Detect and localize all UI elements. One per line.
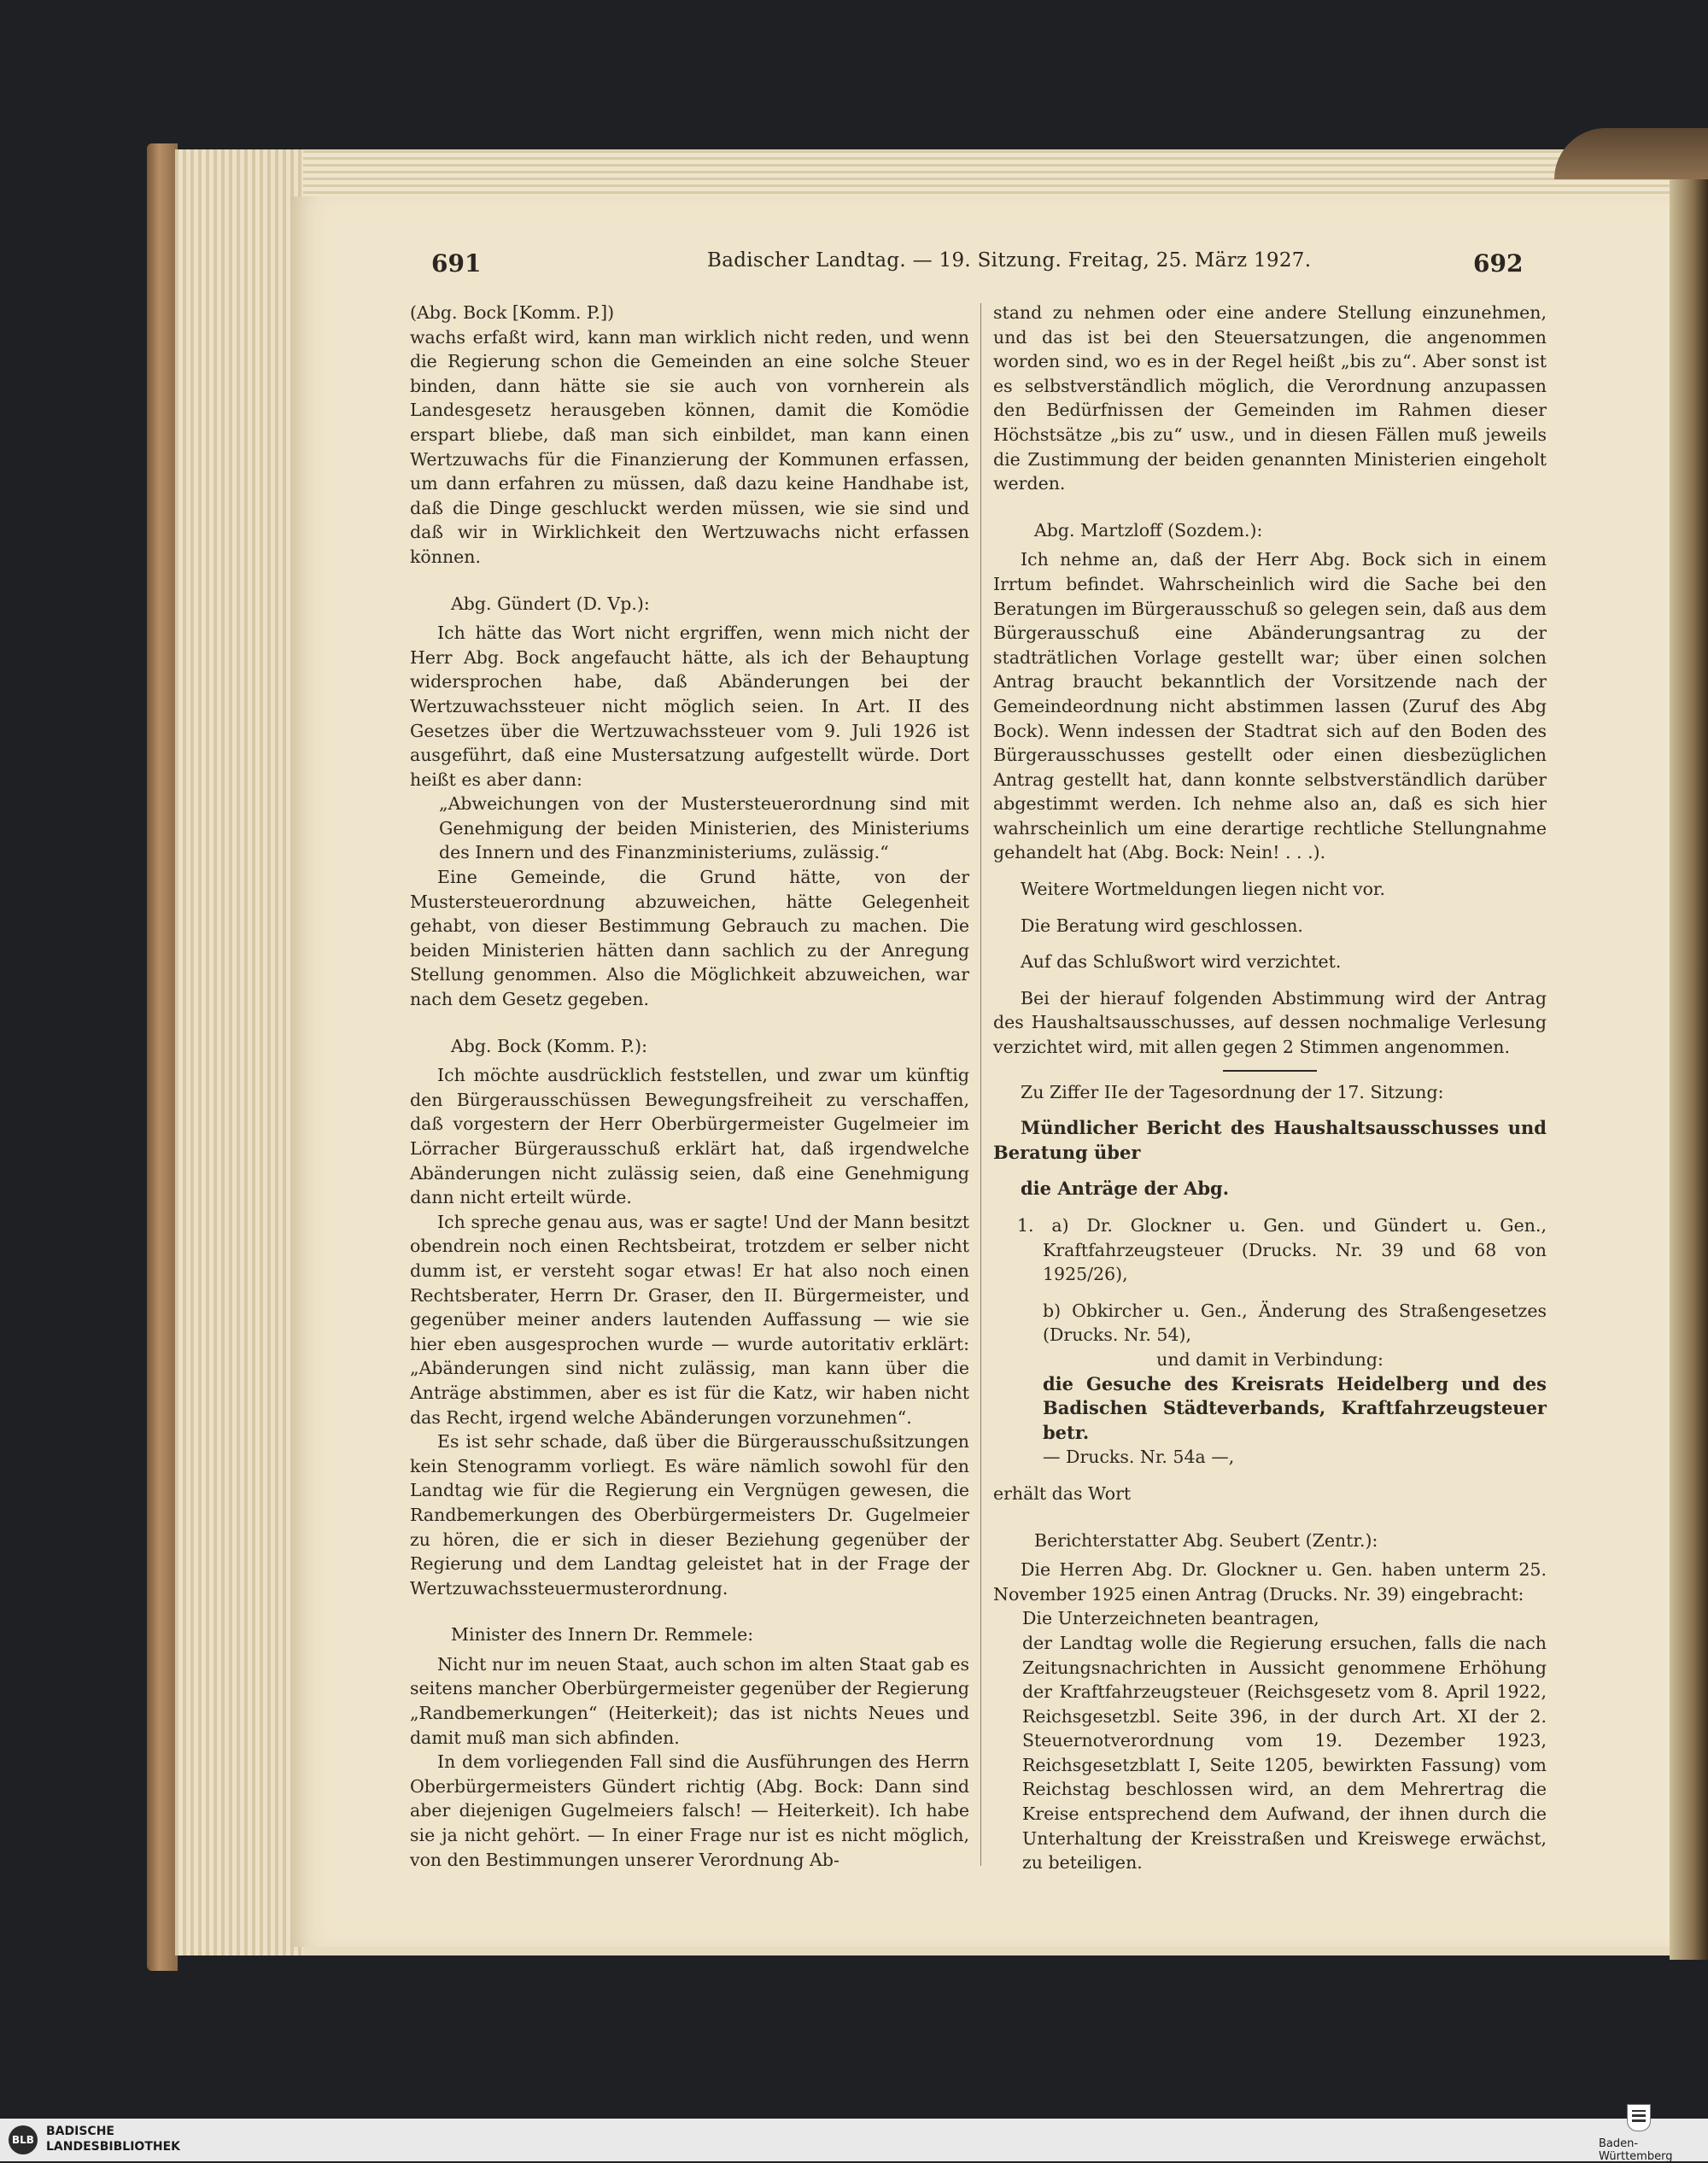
procedural-note: Auf das Schlußwort wird verzichtet. <box>1021 951 1342 973</box>
section-subheading: die Anträge der Abg. <box>1021 1178 1230 1200</box>
paragraph: Nicht nur im neuen Staat, auch schon im alten Staat gab es seitens mancher Oberbürgermeister gegenüber der Regierung „Randbemerkungen“ (Heiterkeit); das ist nichts Neues und damit muß man sich abfinden. <box>410 1653 969 1748</box>
library-name[interactable] <box>46 2124 180 2154</box>
paragraph: Ich spreche genau aus, was er sagte! Und der Mann besitzt obendrein noch einen Rechtsbeirat, trotzdem er selber nicht dumm ist, er versteht sogar etwas! Er hat also noch einen Rechtsberater, Herrn Dr. Graser, den II. Bürgermeister, und gegenüber meiner anders lautenden Auffassung — wie sie hier eben ausgesprochen wurde — wurde autoritativ erklärt: „Abänderungen sind nicht zulässig, man kann über die Anträge abstimmen, aber es ist für die Katz, wir haben nicht das Recht, irgend welche Abänderungen vorzunehmen“. <box>410 1211 969 1428</box>
paragraph: Eine Gemeinde, die Grund hätte, von der Mustersteuerordnung abzuweichen, hätte Gelegenheit gehabt, von dieser Bestimmung Gebrauch zu machen. Die beiden Ministerien hätten dann sachlich zu der Anregung Stellung genommen. Also die Möglichkeit abzuweichen, war nach dem Gesetz gegeben. <box>410 867 969 1010</box>
agenda-reference: Zu Ziffer IIe der Tagesordnung der 17. Sitzung: <box>1021 1081 1444 1102</box>
petitions-heading: die Gesuche des Kreisrats Heidelberg und des Badischen Städteverbands, Kraftfahrzeugsteuer betr. <box>1043 1372 1547 1443</box>
paragraph: Die Herren Abg. Dr. Glockner u. Gen. haben unterm 25. November 1925 einen Antrag (Drucks. Nr. 39) eingebracht: <box>993 1559 1547 1605</box>
paragraph: Ich hätte das Wort nicht ergriffen, wenn mich nicht der Herr Abg. Bock angefaucht hätte, als ich der Behauptung widersprochen habe, daß Abänderungen bei der Wertzuwachssteuer nicht möglich seien. In Art. II des Gesetzes über die Wertzuwachssteuer vom 9. Juli 1926 ist ausgeführt, daß eine Mustersatzung aufgestellt würde. Dort heißt es aber dann: <box>410 623 969 790</box>
spacer <box>993 1470 1547 1482</box>
page-curl <box>1554 128 1708 179</box>
library-name-line2: LANDESBIBLIOTHEK <box>46 2140 181 2154</box>
state-label: Baden-Württemberg <box>1599 2137 1673 2163</box>
motion-item-b: b) Obkircher u. Gen., Änderung des Straßengesetzes (Drucks. Nr. 54), <box>1043 1300 1547 1346</box>
speaker-heading: Minister des Innern Dr. Remmele: <box>451 1624 754 1646</box>
page-edges-left <box>175 149 303 1955</box>
footer-bar <box>0 2119 1708 2161</box>
library-name-line1: BADISCHE <box>46 2125 114 2138</box>
section-heading: Mündlicher Bericht des Haushaltsausschusses und Beratung über <box>993 1117 1547 1163</box>
quotation: Die Unterzeichneten beantragen, <box>1022 1608 1319 1629</box>
spacer <box>993 938 1547 950</box>
drucksache-reference: — Drucks. Nr. 54a —, <box>1043 1447 1235 1468</box>
left-column <box>410 301 969 1872</box>
speaker-heading: Abg. Bock (Komm. P.): <box>451 1035 647 1056</box>
speaker-heading: Abg. Gündert (D. Vp.): <box>451 593 650 614</box>
speaker-heading: Abg. Martzloff (Sozdem.): <box>1034 519 1263 541</box>
running-title: Badischer Landtag. — 19. Sitzung. Freitag, 25. März 1927. <box>707 249 1312 272</box>
paragraph: In dem vorliegenden Fall sind die Ausführungen des Herrn Oberbürgermeisters Gündert richtig (Abg. Bock: Dann sind aber diejenigen Gugelmeiers falsch! — Heiterkeit). Ich habe sie ja nicht gehört. — In einer Frage nur ist es nicht möglich, von den Bestimmungen unserer Verordnung Ab- <box>410 1751 969 1870</box>
procedural-note: Die Beratung wird geschlossen. <box>1021 915 1303 936</box>
page-edges-top <box>175 149 1708 201</box>
paragraph: Ich möchte ausdrücklich feststellen, und zwar um künftig den Bürgerausschüssen Bewegungsfreiheit zu verschaffen, daß vorgestern der Herr Oberbürgermeister Gugelmeier im Lörracher Bürgerausschuß erklärt hat, daß irgendwelche Abänderungen nicht zulässig seien, daß eine Genehmigung dann nicht erteilt würde. <box>410 1065 969 1208</box>
spacer <box>993 902 1547 914</box>
book-spine <box>147 143 178 1971</box>
quotation: „Abweichungen von der Mustersteuerordnung sind mit Genehmigung der beiden Ministerien, des Ministeriums des Innern und des Finanzministeriums, zulässig.“ <box>439 793 969 863</box>
spacer <box>993 1287 1547 1299</box>
spacer <box>993 1201 1547 1213</box>
page-edges-right <box>1670 141 1708 1960</box>
baden-wuerttemberg-crest-icon <box>1627 2104 1651 2131</box>
column-divider <box>980 303 981 1866</box>
spacer <box>993 1104 1547 1116</box>
spacer <box>993 974 1547 986</box>
section-rule <box>1223 1070 1317 1072</box>
speaker-tag: (Abg. Bock [Komm. P.]) <box>410 302 615 323</box>
paragraph: Bei der hierauf folgenden Abstimmung wird der Antrag des Haushaltsausschusses, auf dessen nochmalige Verlesung verzichtet wird, mit allen gegen 2 Stimmen angenommen. <box>993 987 1547 1058</box>
motion-item-a: 1. a) Dr. Glockner u. Gen. und Gündert u. Gen., Kraftfahrzeugsteuer (Drucks. Nr. 39 und 68 von 1925/26), <box>1017 1215 1547 1285</box>
page-number-right: 692 <box>1473 249 1524 278</box>
paragraph: stand zu nehmen oder eine andere Stellung einzunehmen, und das ist bei den Steuersatzungen, die angenommen worden sind, wo es in der Regel heißt „bis zu“. Aber sonst ist es selbstverständlich möglich, die Verordnung anzupassen den Bedürfnissen der Gemeinden im Rahmen dieser Höchstsätze „bis zu“ usw., und in diesen Fällen muß jeweils die Zustimmung der beiden genannten Ministerien eingeholt werden. <box>993 302 1547 494</box>
connector-text: und damit in Verbindung: <box>1156 1348 1383 1370</box>
spacer <box>993 865 1547 877</box>
quotation: der Landtag wolle die Regierung ersuchen, falls die nach Zeitungsnachrichten in Aussicht genommene Erhöhung der Kraftfahrzeugsteuer (Reichsgesetz vom 8. April 1922, Reichsgesetzbl. Seite 396, in der durch Art. XI der 2. Steuernotverordnung vom 19. Dezember 1923, Reichsgesetzblatt I, Seite 1205, bewirkten Fassung) vom Reichstag beschlossen wird, an dem Mehrertrag die Kreise entsprechend dem Aufwand, der ihnen durch die Unterhaltung der Kreisstraßen und Kreiswege erwächst, zu beteiligen. <box>1022 1632 1547 1874</box>
blb-logo-icon[interactable]: BLB <box>9 2125 38 2154</box>
procedural-note: Weitere Wortmeldungen liegen nicht vor. <box>1021 879 1385 900</box>
speaker-heading: Berichterstatter Abg. Seubert (Zentr.): <box>1034 1529 1378 1551</box>
right-column <box>993 301 1547 1875</box>
paragraph: Ich nehme an, daß der Herr Abg. Bock sich in einem Irrtum befindet. Wahrscheinlich wird die Sache bei den Beratungen im Bürgerausschuß so gelegen sein, daß aus dem Bürgerausschuß eine Abänderungsantrag zu der stadträtlichen Vorlage gestellt war; über einen solchen Antrag braucht bekanntlich der Vorsitzende nach der Gemeindeordnung nicht abstimmen lassen (Zuruf des Abg Bock). Wenn indessen der Stadtrat sich auf den Boden des Bürgerausschusses gestellt oder einen diesbezüglichen Antrag gestellt hat, dann konnte selbstverständlich darüber abgestimmt werden. Ich nehme also an, daß es sich hier wahrscheinlich um eine derartige rechtliche Stellungnahme gehandelt hat (Abg. Bock: Nein! . . .). <box>993 549 1547 863</box>
paragraph: Es ist sehr schade, daß über die Bürgerausschußsitzungen kein Stenogramm vorliegt. Es wäre nämlich sowohl für den Landtag wie für die Regierung ein Vergnügen gewesen, die Randbemerkungen des Oberbürgermeisters Dr. Gugelmeier zu hören, die er sich in dieser Beziehung gegenüber der Regierung und dem Landtag geleistet hat in der Frage der Wertzuwachssteuermusterordnung. <box>410 1431 969 1599</box>
page-number-left: 691 <box>431 249 482 278</box>
paragraph: erhält das Wort <box>993 1482 1132 1504</box>
spacer <box>993 1165 1547 1177</box>
paragraph: wachs erfaßt wird, kann man wirklich nicht reden, und wenn die Regierung schon die Gemeinden an eine solche Steuer binden, dann hätte sie sie auch von vornherein als Landesgesetz herausgeben können, damit die Komödie erspart bliebe, daß man sich einbildet, man kann einen Wertzuwachs für die Finanzierung der Kommunen erfassen, um dann erfahren zu müssen, daß dazu keine Handhabe ist, daß die Dinge geschluckt werden müssen, wie sie sind und daß wir in Wirklichkeit den Wertzuwachs nicht erfassen können. <box>410 326 969 567</box>
